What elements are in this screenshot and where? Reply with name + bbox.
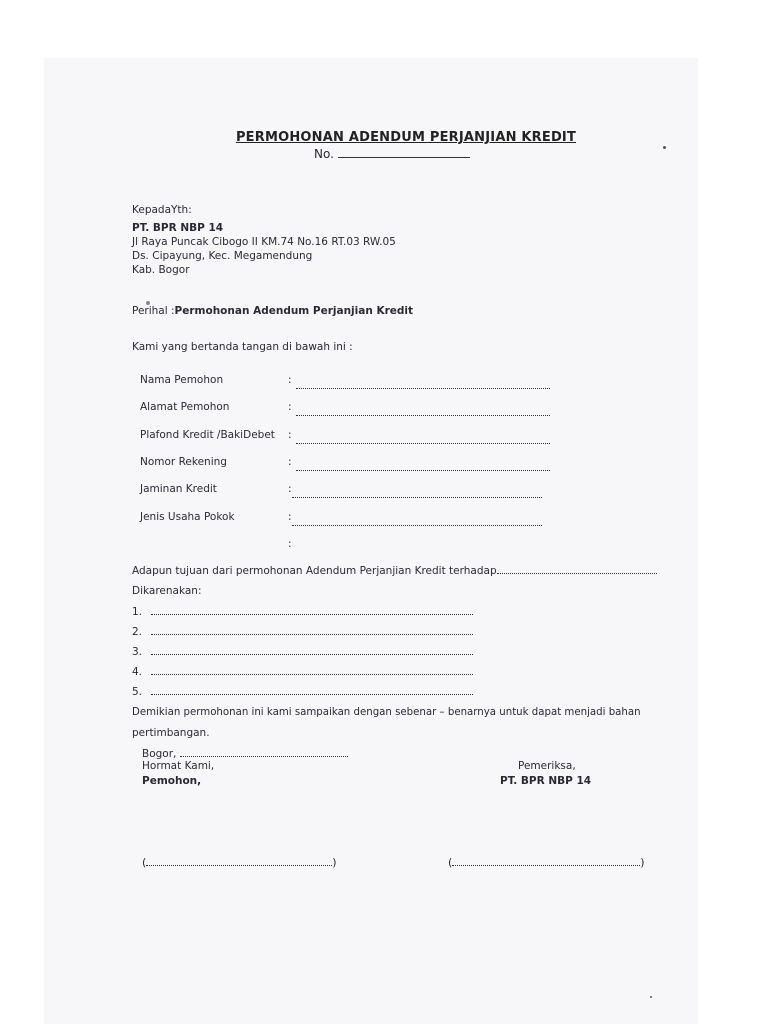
field-jenis-usaha-colon: : (288, 511, 292, 523)
reason-blank (151, 685, 473, 695)
addressee-line-3: Kab. Bogor (132, 264, 190, 276)
purpose-text: Adapun tujuan dari permohonan Adendum Perjanjian Kredit terhadap (132, 565, 497, 577)
checker-signature-blank: ( ) (448, 856, 645, 869)
field-nama-pemohon-label: Nama Pemohon (140, 374, 224, 386)
reason-blank (151, 625, 473, 635)
reason-number: 3. (132, 646, 143, 658)
subject-label: Perihal : (132, 305, 175, 317)
field-jenis-usaha-blank (292, 511, 542, 530)
reason-number: 5. (132, 686, 143, 698)
field-jaminan-kredit-label: Jaminan Kredit (140, 483, 217, 495)
reason-number: 1. (132, 606, 143, 618)
purpose-line (132, 564, 657, 577)
field-jaminan-kredit-colon: : (288, 483, 292, 495)
checker-name: PT. BPR NBP 14 (500, 775, 592, 787)
field-plafond-blank (296, 429, 550, 448)
field-alamat-pemohon-blank (296, 401, 550, 420)
reason-item (132, 685, 473, 698)
reason-item (132, 645, 473, 658)
addressee-name: PT. BPR NBP 14 (132, 222, 224, 234)
applicant-label: Pemohon, (142, 775, 202, 787)
reason-item (132, 665, 473, 678)
checker-label: Pemeriksa, (518, 760, 576, 772)
reason-item (132, 625, 473, 638)
field-jenis-usaha-label: Jenis Usaha Pokok (140, 511, 235, 523)
closing-line-2: pertimbangan. (132, 727, 210, 739)
field-alamat-pemohon-colon: : (288, 401, 292, 413)
scan-speck (663, 146, 666, 149)
place-label: Bogor, (142, 748, 177, 760)
field-nomor-rekening-label: Nomor Rekening (140, 456, 227, 468)
purpose-blank (497, 564, 657, 574)
addressee-line-2: Ds. Cipayung, Kec. Megamendung (132, 250, 313, 262)
field-plafond-label: Plafond Kredit /BakiDebet (140, 429, 275, 441)
document-number (314, 147, 470, 161)
field-jaminan-kredit-blank (292, 483, 542, 502)
reason-number: 4. (132, 666, 143, 678)
field-nama-pemohon-blank (296, 374, 550, 393)
closing-line-1: Demikian permohonan ini kami sampaikan dengan sebenar – benarnya untuk dapat menjadi bahan (132, 707, 641, 718)
reason-label: Dikarenakan: (132, 585, 202, 597)
field-nama-pemohon-colon: : (288, 374, 292, 386)
subject-value: Permohonan Adendum Perjanjian Kredit (174, 305, 414, 317)
document-page (44, 58, 698, 1024)
intro-text: Kami yang bertanda tangan di bawah ini : (132, 341, 353, 353)
extra-colon: : (288, 538, 292, 550)
subject-line (132, 305, 413, 317)
number-blank (338, 147, 470, 158)
reason-item (132, 605, 473, 618)
reason-blank (151, 665, 473, 675)
field-alamat-pemohon-label: Alamat Pemohon (140, 401, 230, 413)
place-line (142, 747, 348, 760)
document-title: PERMOHONAN ADENDUM PERJANJIAN KREDIT (235, 130, 577, 145)
field-plafond-colon: : (288, 429, 292, 441)
addressee-line-1: Jl Raya Puncak Cibogo II KM.74 No.16 RT.03 RW.05 (132, 236, 396, 248)
regards-text: Hormat Kami, (142, 760, 215, 772)
field-nomor-rekening-colon: : (288, 456, 292, 468)
reason-blank (151, 605, 473, 615)
addressee-label: KepadaYth: (132, 204, 192, 216)
field-nomor-rekening-blank (296, 456, 550, 475)
reason-blank (151, 645, 473, 655)
date-blank (180, 747, 348, 757)
applicant-signature-blank: ( ) (142, 856, 337, 869)
number-label: No. (314, 147, 334, 161)
reason-number: 2. (132, 626, 143, 638)
scan-speck (146, 301, 150, 305)
scan-speck (650, 996, 652, 998)
